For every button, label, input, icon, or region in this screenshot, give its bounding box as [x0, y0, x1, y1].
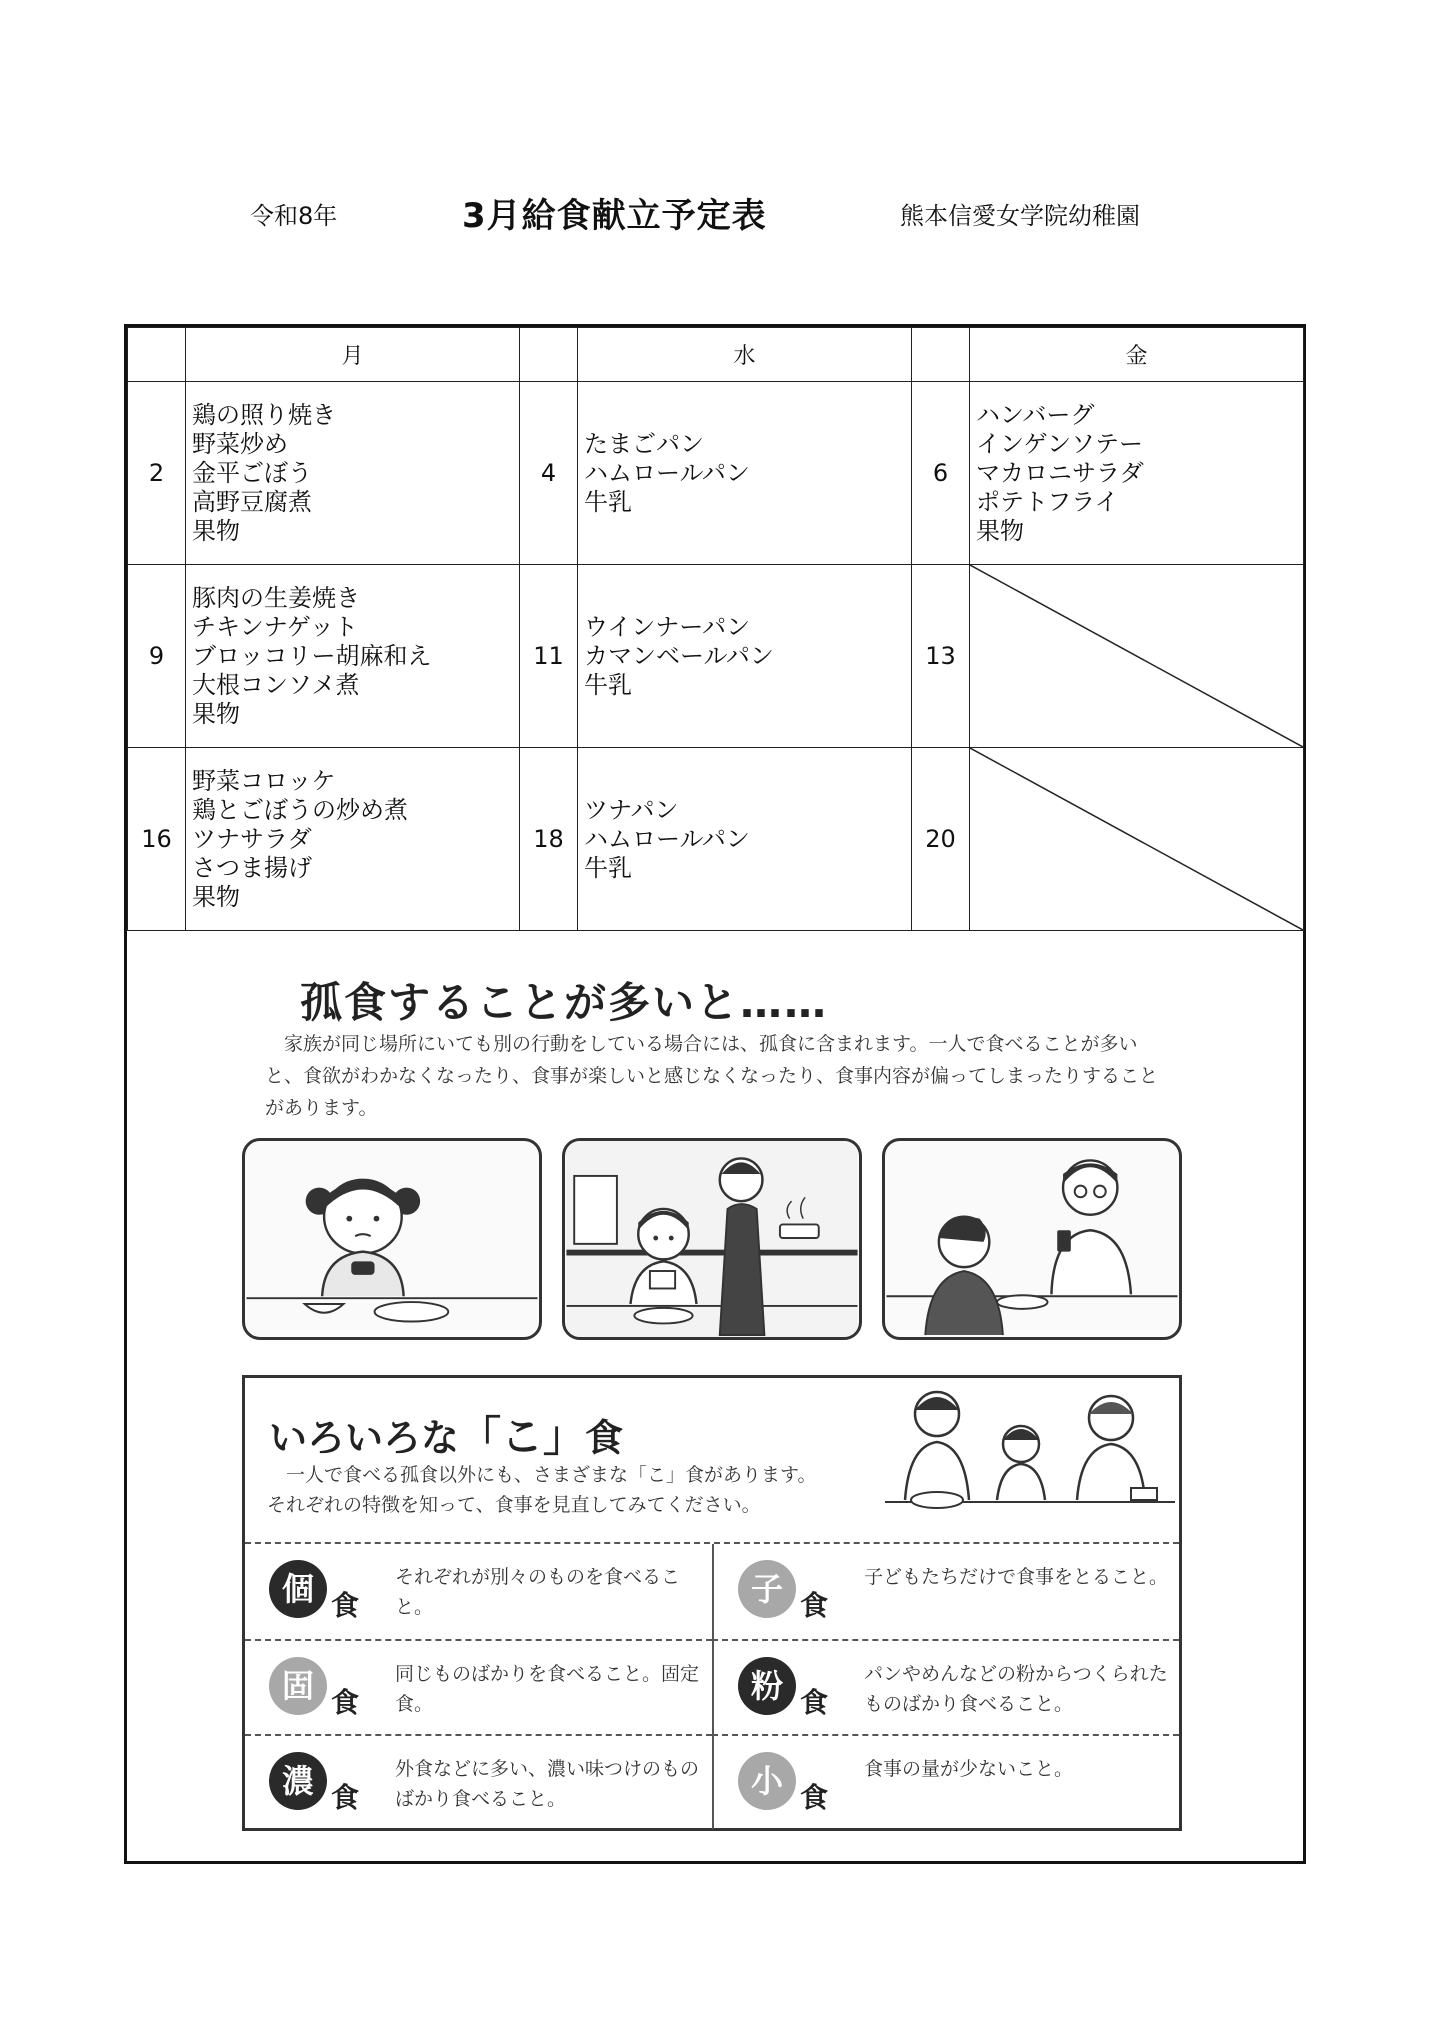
menu-item: ハムロールパン — [584, 824, 750, 853]
era-label: 令和8年 — [250, 202, 338, 230]
ko-title-pre: いろいろな — [269, 1416, 460, 1460]
ko-description: パンやめんなどの粉からつくられたものばかり食べること。 — [864, 1663, 1168, 1715]
ko-item — [712, 1544, 1179, 1639]
table-row — [128, 748, 1304, 931]
illustration-parent-on-phone — [882, 1138, 1182, 1340]
family-eating-icon — [885, 1384, 1175, 1516]
school-name: 熊本信愛女学院幼稚園 — [900, 202, 1140, 230]
table-header-row — [128, 328, 1304, 382]
menu-cell — [186, 382, 520, 565]
ko-description: 子どもたちだけで食事をとること。 — [864, 1566, 1169, 1588]
ko-kanji-badge: 子 — [738, 1560, 796, 1618]
menu-item: 牛乳 — [584, 853, 632, 882]
ko-item — [712, 1639, 1179, 1734]
day-number: 18 — [520, 748, 578, 931]
page-title: 3月給食献立予定表 — [462, 196, 767, 236]
day-number: 6 — [912, 382, 970, 565]
menu-cell — [970, 382, 1304, 565]
menu-cell — [578, 565, 912, 748]
menu-item: 鶏とごぼうの炒め煮 — [192, 795, 408, 824]
ko-shoku-char: 食 — [800, 1589, 829, 1622]
day-number: 4 — [520, 382, 578, 565]
menu-item: ウインナーパン — [584, 612, 751, 641]
menu-cell — [186, 748, 520, 931]
ko-description: 外食などに多い、濃い味つけのものばかり食べること。 — [395, 1758, 700, 1810]
day-number: 11 — [520, 565, 578, 748]
menu-table — [127, 327, 1304, 931]
ko-intro-line-1: 一人で食べる孤食以外にも、さまざまな「こ」食があります。 — [286, 1464, 817, 1486]
child-alone-icon — [245, 1141, 539, 1337]
article-paragraph: 家族が同じ場所にいても別の行動をしている場合には、孤食に含まれます。一人で食べることが多いと、食欲がわかなくなったり、食事が楽しいと感じなくなったり、食事内容が偏ってしまったりすることがあります。 — [265, 1033, 1159, 1119]
day-number: 20 — [912, 748, 970, 931]
menu-item: インゲンソテー — [976, 429, 1144, 458]
ko-shoku-intro — [267, 1460, 816, 1520]
table-row — [128, 382, 1304, 565]
ko-shoku-char: 食 — [331, 1686, 360, 1719]
ko-description: 食事の量が少ないこと。 — [864, 1758, 1074, 1780]
menu-item: ハムロールパン — [584, 458, 750, 487]
menu-item: たまごパン — [584, 429, 704, 458]
ko-kanji-badge: 個 — [269, 1560, 327, 1618]
ko-description: それぞれが別々のものを食べること。 — [395, 1566, 681, 1618]
ko-item — [712, 1734, 1179, 1829]
ko-title-post: 食 — [585, 1416, 624, 1460]
ko-shoku-char: 食 — [800, 1686, 829, 1719]
menu-cell — [578, 382, 912, 565]
page-header — [0, 188, 1433, 236]
column-header-fri: 金 — [970, 328, 1304, 382]
menu-item: 鶏の照り焼き — [192, 400, 336, 429]
no-lunch-cell — [970, 565, 1304, 748]
ko-intro-line-2: それぞれの特徴を知って、食事を見直してみてください。 — [267, 1494, 761, 1516]
menu-item: ツナパン — [584, 795, 679, 824]
ko-shoku-title — [269, 1404, 623, 1464]
menu-cell — [186, 565, 520, 748]
menu-item: 金平ごぼう — [192, 458, 312, 487]
menu-item: 果物 — [192, 882, 240, 911]
menu-item: 高野豆腐煮 — [192, 487, 312, 516]
menu-item: 果物 — [192, 516, 240, 545]
diagonal-slash — [970, 565, 1303, 747]
column-header-wed: 水 — [578, 328, 912, 382]
ko-item — [245, 1734, 712, 1829]
day-number: 2 — [128, 382, 186, 565]
menu-item: マカロニサラダ — [976, 458, 1144, 487]
phone-scene-icon — [885, 1141, 1179, 1337]
menu-item: ポテトフライ — [976, 487, 1119, 516]
menu-item: 牛乳 — [584, 487, 632, 516]
menu-item: カマンベールパン — [584, 641, 774, 670]
ko-kanji-badge: 小 — [738, 1752, 796, 1810]
menu-item: 豚肉の生姜焼き — [192, 583, 360, 612]
menu-cell — [578, 748, 912, 931]
menu-item: 牛乳 — [584, 670, 632, 699]
menu-item: ハンバーグ — [976, 400, 1095, 429]
menu-item: さつま揚げ — [192, 853, 312, 882]
ko-item — [245, 1544, 712, 1639]
ko-item — [245, 1639, 712, 1734]
menu-item: ツナサラダ — [192, 824, 312, 853]
ko-shoku-char: 食 — [331, 1781, 360, 1814]
menu-item: 果物 — [192, 699, 240, 728]
no-lunch-cell — [970, 748, 1304, 931]
ko-description: 同じものばかりを食べること。固定食。 — [395, 1663, 700, 1715]
kitchen-scene-icon — [565, 1141, 859, 1337]
menu-item: 大根コンソメ煮 — [192, 670, 360, 699]
ko-kanji-badge: 固 — [269, 1657, 327, 1715]
illustration-child-parent-cooking — [562, 1138, 862, 1340]
day-number: 13 — [912, 565, 970, 748]
ko-kanji-badge: 粉 — [738, 1657, 796, 1715]
menu-item: 野菜コロッケ — [192, 766, 336, 795]
illustration-child-alone — [242, 1138, 542, 1340]
ko-kanji-badge: 濃 — [269, 1752, 327, 1810]
article-title: 孤食することが多いと…… — [300, 978, 829, 1027]
ko-title-ko: 「こ」 — [459, 1412, 586, 1461]
menu-item: チキンナゲット — [192, 612, 358, 641]
menu-item: ブロッコリー胡麻和え — [192, 641, 432, 670]
menu-item: 野菜炒め — [192, 429, 288, 458]
column-header-mon: 月 — [186, 328, 520, 382]
table-row — [128, 565, 1304, 748]
menu-item: 果物 — [976, 516, 1024, 545]
day-number: 9 — [128, 565, 186, 748]
diagonal-slash — [970, 748, 1303, 930]
day-number: 16 — [128, 748, 186, 931]
ko-shoku-grid — [245, 1542, 1179, 1830]
ko-shoku-box — [242, 1375, 1182, 1831]
ko-shoku-char: 食 — [331, 1589, 360, 1622]
ko-shoku-char: 食 — [800, 1781, 829, 1814]
